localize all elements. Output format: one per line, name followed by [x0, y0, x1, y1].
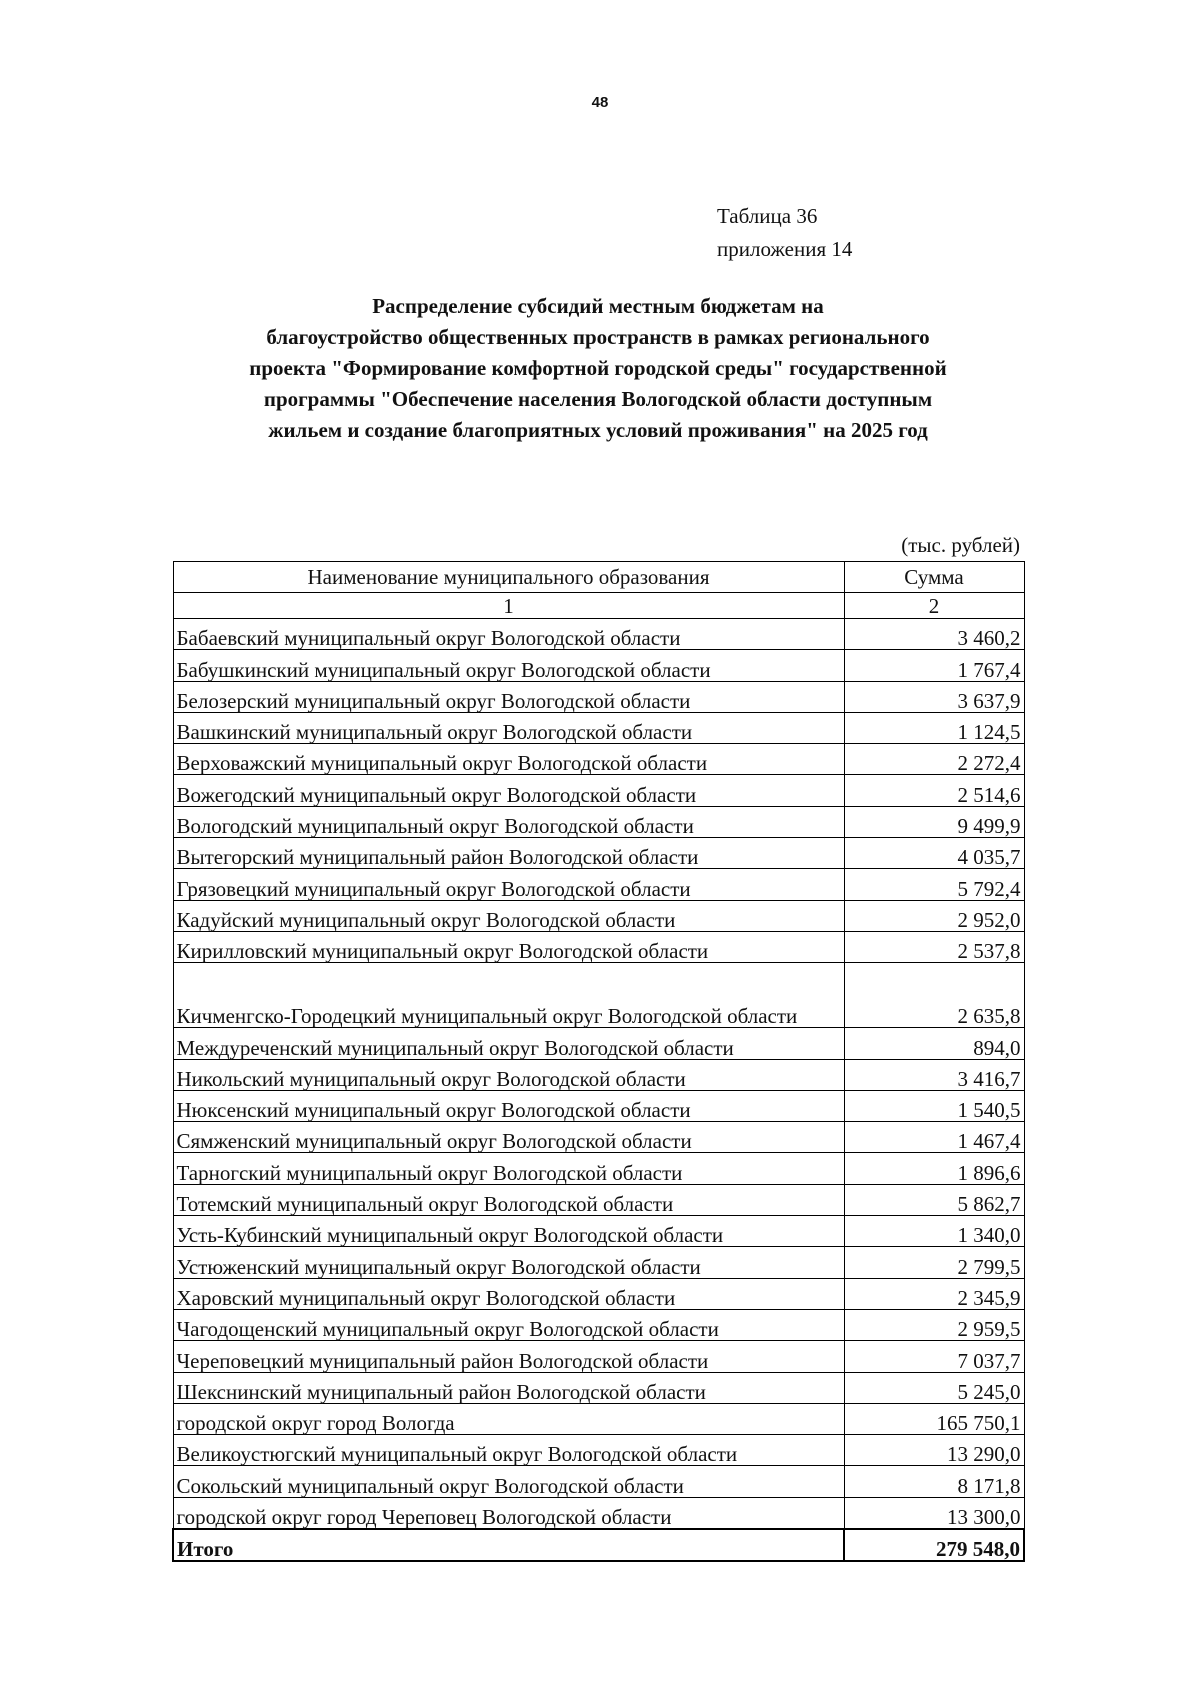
- subsidy-amount: 1 767,4: [844, 650, 1024, 681]
- municipality-name: Череповецкий муниципальный район Вологодской области: [173, 1341, 844, 1372]
- subsidy-amount: 2 959,5: [844, 1309, 1024, 1340]
- municipality-name: Грязовецкий муниципальный округ Вологодской области: [173, 869, 844, 900]
- subsidy-table: [172, 561, 1025, 1562]
- municipality-name: Вытегорский муниципальный район Вологодской области: [173, 838, 844, 869]
- table-row: [173, 1309, 1024, 1340]
- municipality-name: Шекснинский муниципальный район Вологодской области: [173, 1372, 844, 1403]
- table-row: [173, 1059, 1024, 1090]
- table-row: [173, 681, 1024, 712]
- municipality-name: городской округ город Вологда: [173, 1403, 844, 1434]
- subsidy-amount: 1 467,4: [844, 1122, 1024, 1153]
- subsidy-amount: 8 171,8: [844, 1466, 1024, 1497]
- subsidy-amount: 165 750,1: [844, 1403, 1024, 1434]
- subsidy-amount: 2 537,8: [844, 931, 1024, 962]
- table-row: [173, 1497, 1024, 1529]
- table-row: [173, 838, 1024, 869]
- document-title: [160, 291, 1036, 446]
- municipality-name: Великоустюгский муниципальный округ Вологодской области: [173, 1435, 844, 1466]
- table-row: [173, 1466, 1024, 1497]
- municipality-name: Усть-Кубинский муниципальный округ Вологодской области: [173, 1216, 844, 1247]
- municipality-name: городской округ город Череповец Вологодской области: [173, 1497, 844, 1529]
- subsidy-amount: 894,0: [844, 1028, 1024, 1059]
- municipality-name: Вологодский муниципальный округ Вологодской области: [173, 806, 844, 837]
- table-row: [173, 931, 1024, 962]
- municipality-name: Тарногский муниципальный округ Вологодской области: [173, 1153, 844, 1184]
- municipality-name: Чагодощенский муниципальный округ Вологодской области: [173, 1309, 844, 1340]
- subsidy-amount: 3 637,9: [844, 681, 1024, 712]
- total-amount: 279 548,0: [844, 1529, 1024, 1561]
- table-row: [173, 1403, 1024, 1434]
- municipality-name: Бабушкинский муниципальный округ Вологодской области: [173, 650, 844, 681]
- municipality-name: Никольский муниципальный округ Вологодской области: [173, 1059, 844, 1090]
- table-row: [173, 1184, 1024, 1215]
- subsidy-amount: 13 290,0: [844, 1435, 1024, 1466]
- municipality-name: Кирилловский муниципальный округ Вологодской области: [173, 931, 844, 962]
- municipality-name: Сямженский муниципальный округ Вологодской области: [173, 1122, 844, 1153]
- title-line: жильем и создание благоприятных условий проживания" на 2025 год: [268, 418, 928, 442]
- subsidy-amount: 5 792,4: [844, 869, 1024, 900]
- subsidy-amount: 1 540,5: [844, 1090, 1024, 1121]
- subsidy-amount: 1 340,0: [844, 1216, 1024, 1247]
- subsidy-amount: 13 300,0: [844, 1497, 1024, 1529]
- header-sum: Сумма: [844, 562, 1024, 593]
- column-number-sum: 2: [844, 593, 1024, 619]
- table-row: [173, 1216, 1024, 1247]
- municipality-name: Верховажский муниципальный округ Вологодской области: [173, 744, 844, 775]
- column-number-name: 1: [173, 593, 844, 619]
- municipality-name: Междуреченский муниципальный округ Вологодской области: [173, 1028, 844, 1059]
- subsidy-amount: 2 799,5: [844, 1247, 1024, 1278]
- table-row: [173, 1247, 1024, 1278]
- municipality-name: Кадуйский муниципальный округ Вологодской области: [173, 900, 844, 931]
- table-row: [173, 619, 1024, 650]
- table-header-row: [173, 562, 1024, 593]
- subsidy-amount: 5 862,7: [844, 1184, 1024, 1215]
- table-row: [173, 712, 1024, 743]
- municipality-name: Белозерский муниципальный округ Вологодской области: [173, 681, 844, 712]
- municipality-name: Сокольский муниципальный округ Вологодской области: [173, 1466, 844, 1497]
- table-row: [173, 1153, 1024, 1184]
- municipality-name: Нюксенский муниципальный округ Вологодской области: [173, 1090, 844, 1121]
- column-number-row: [173, 593, 1024, 619]
- subsidy-amount: 9 499,9: [844, 806, 1024, 837]
- municipality-name: Вожегодский муниципальный округ Вологодской области: [173, 775, 844, 806]
- municipality-name: Бабаевский муниципальный округ Вологодской области: [173, 619, 844, 650]
- municipality-name: Тотемский муниципальный округ Вологодской области: [173, 1184, 844, 1215]
- title-line: проекта "Формирование комфортной городской среды" государственной: [249, 356, 947, 380]
- subsidy-amount: 7 037,7: [844, 1341, 1024, 1372]
- table-row: [173, 775, 1024, 806]
- table-row: [173, 1372, 1024, 1403]
- page-number: 48: [591, 94, 609, 111]
- municipality-name: Устюженский муниципальный округ Вологодской области: [173, 1247, 844, 1278]
- units-label: (тыс. рублей): [901, 533, 1020, 557]
- table-row: [173, 1341, 1024, 1372]
- subsidy-amount: 2 514,6: [844, 775, 1024, 806]
- total-row: [173, 1529, 1024, 1561]
- subsidy-amount: 2 952,0: [844, 900, 1024, 931]
- table-number: Таблица 36: [717, 204, 818, 228]
- subsidy-amount: 1 124,5: [844, 712, 1024, 743]
- header-name: Наименование муниципального образования: [173, 562, 844, 593]
- table-row: [173, 650, 1024, 681]
- subsidy-amount: 1 896,6: [844, 1153, 1024, 1184]
- table-row: [173, 1090, 1024, 1121]
- table-row: [173, 806, 1024, 837]
- subsidy-amount: 2 345,9: [844, 1278, 1024, 1309]
- subsidy-amount: 4 035,7: [844, 838, 1024, 869]
- title-line: программы "Обеспечение населения Вологодской области доступным: [263, 387, 933, 411]
- table-row: [173, 900, 1024, 931]
- subsidy-amount: 3 460,2: [844, 619, 1024, 650]
- subsidy-amount: 2 635,8: [844, 963, 1024, 1028]
- subsidy-amount: 5 245,0: [844, 1372, 1024, 1403]
- subsidy-amount: 3 416,7: [844, 1059, 1024, 1090]
- municipality-name: Кичменгско-Городецкий муниципальный округ Вологодской области: [173, 963, 844, 1028]
- table-row: [173, 869, 1024, 900]
- table-row: [173, 963, 1024, 1028]
- total-label: Итого: [173, 1529, 844, 1561]
- title-line: Распределение субсидий местным бюджетам на: [372, 294, 824, 318]
- municipality-name: Харовский муниципальный округ Вологодской области: [173, 1278, 844, 1309]
- subsidy-amount: 2 272,4: [844, 744, 1024, 775]
- title-line: благоустройство общественных пространств в рамках регионального: [266, 325, 930, 349]
- appendix-number: приложения 14: [717, 237, 853, 261]
- table-reference: [717, 200, 852, 266]
- municipality-name: Вашкинский муниципальный округ Вологодской области: [173, 712, 844, 743]
- table-row: [173, 1278, 1024, 1309]
- table-row: [173, 1122, 1024, 1153]
- table-row: [173, 744, 1024, 775]
- table-row: [173, 1028, 1024, 1059]
- table-row: [173, 1435, 1024, 1466]
